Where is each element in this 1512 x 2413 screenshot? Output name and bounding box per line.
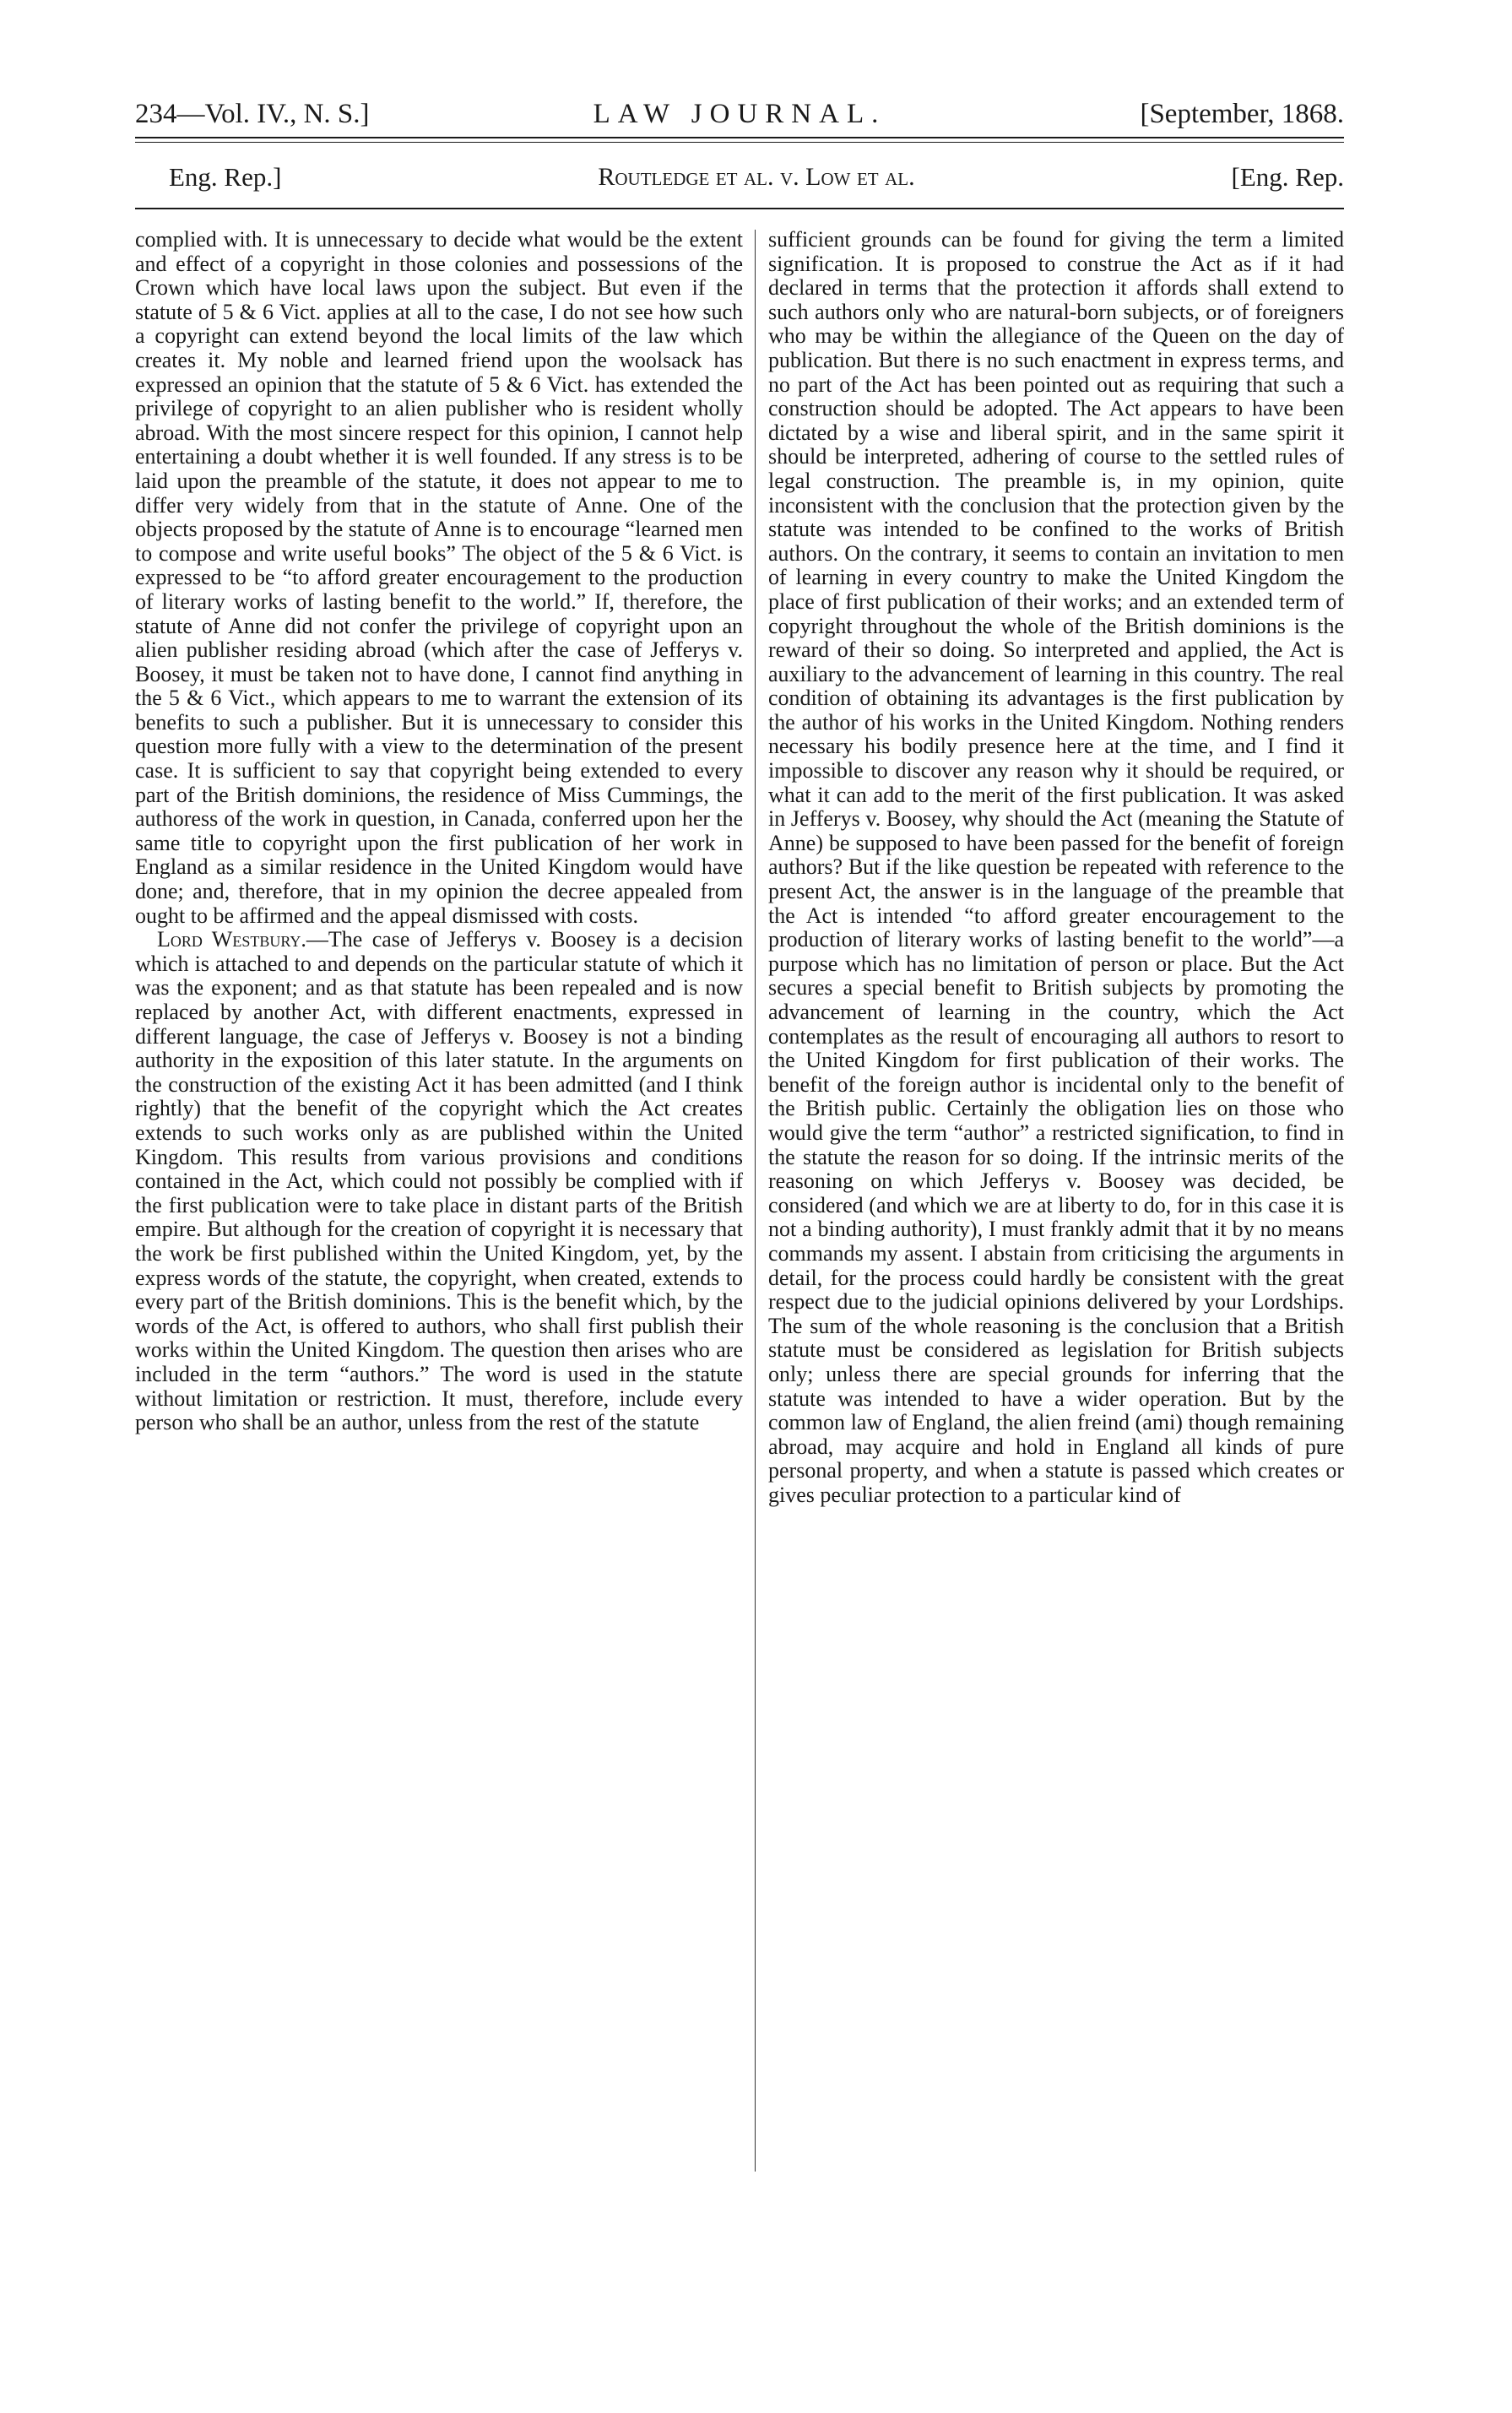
case-header [169, 159, 1344, 196]
report-section-left: Eng. Rep.] [169, 162, 282, 192]
report-section-right: [Eng. Rep. [1231, 162, 1344, 192]
header-rule-thick [135, 137, 1344, 138]
case-header-rule [135, 208, 1344, 209]
right-column [768, 228, 1344, 2195]
left-column [135, 228, 743, 2195]
left-paragraph-2-text: —The case of Jefferys v. Boosey is a decision which is attached to and depends on the particular statute of which it was the exponent; and as that statute has been repealed and is now replaced by another Act, with different enactments, expressed in different language, the case of Jefferys v. Boosey is not a binding authority in the exposition of this later statute. In the arguments on the construction of the existing Act it has been admitted (and I think rightly) that the benefit of the copyright which the Act creates extends to such works only as are published within the United Kingdom. This results from various provisions and conditions contained in the Act, which could not possibly be complied with if the first publication were to take place in distant parts of the British empire. But although for the creation of copyright it is necessary that the work be first published within the United Kingdom, yet, by the express words of the statute, the copyright, when created, extends to every part of the British dominions. This is the benefit which, by the words of the Act, is offered to authors, who shall first publish their works within the United Kingdom. The question then arises who are included in the term “authors.” The word is used in the statute without limitation or restriction. It must, therefore, include every person who shall be an author, unless from the rest of the statute [135, 927, 743, 1435]
running-head [135, 95, 1344, 133]
column-divider [755, 230, 756, 2172]
speaker-name: Lord Westbury. [157, 927, 306, 952]
case-title: Routledge et al. v. Low et al. [598, 163, 915, 191]
journal-title: LAW JOURNAL. [593, 99, 886, 129]
volume-page-number: 234—Vol. IV., N. S.] [135, 99, 370, 129]
left-paragraph-1: complied with. It is unnecessary to decide what would be the extent and effect of a copyright in those colonies and possessions of the Crown which have local laws upon the subject. But even if the statute of 5 & 6 Vict. applies at all to the case, I do not see how such a copyright can extend beyond the local limits of the law which creates it. My noble and learned friend upon the woolsack has expressed an opinion that the statute of 5 & 6 Vict. has extended the privilege of copyright to an alien publisher who is resident wholly abroad. With the most sincere respect for this opinion, I cannot help entertaining a doubt whether it is well founded. If any stress is to be laid upon the preamble of the statute, it does not appear to me to differ very widely from that in the statute of Anne. One of the objects proposed by the statute of Anne is to encourage “learned men to compose and write useful books” The object of the 5 & 6 Vict. is expressed to be “to afford greater encouragement to the production of literary works of lasting benefit to the world.” If, therefore, the statute of Anne did not confer the privilege of copyright upon an alien publisher residing abroad (which after the case of Jefferys v. Boosey, it must be taken not to have done, I cannot find anything in the 5 & 6 Vict., which appears to me to warrant the extension of its benefits to such a publisher. But it is unnecessary to consider this question more fully with a view to the determination of the present case. It is sufficient to say that copyright being extended to every part of the British dominions, the residence of Miss Cummings, the authoress of the work in question, in Canada, conferred upon her the same title to copyright upon the first publication of her work in England as a similar residence in the United Kingdom would have done; and, therefore, that in my opinion the decree appealed from ought to be affirmed and the appeal dismissed with costs. [135, 228, 743, 928]
issue-date: [September, 1868. [1140, 99, 1344, 129]
left-paragraph-2 [135, 928, 743, 1434]
right-paragraph-1: sufficient grounds can be found for giving the term a limited signification. It is proposed to construe the Act as if it had declared in terms that the protection it affords shall extend to such authors only who are natural-born subjects, or of foreigners who may be within the allegiance of the Queen on the day of publication. But there is no such enactment in express terms, and no part of the Act has been pointed out as requiring that such a construction should be adopted. The Act appears to have been dictated by a wise and liberal spirit, and in the same spirit it should be interpreted, adhering of course to the settled rules of legal construction. The preamble is, in my opinion, quite inconsistent with the conclusion that the protection given by the statute was intended to be confined to the works of British authors. On the contrary, it seems to contain an invitation to men of learning in every country to make the United Kingdom the place of first publication of their works; and an extended term of copyright throughout the whole of the British dominions is the reward of their so doing. So interpreted and applied, the Act is auxiliary to the advancement of learning in this country. The real condition of obtaining its advantages is the first publication by the author of his works in the United Kingdom. Nothing renders necessary his bodily presence here at the time, and I find it impossible to discover any reason why it should be required, or what it can add to the merit of the first publication. It was asked in Jefferys v. Boosey, why should the Act (meaning the Statute of Anne) be supposed to have been passed for the benefit of foreign authors? But if the like question be repeated with reference to the present Act, the answer is in the language of the preamble that the Act is intended “to afford greater encouragement to the production of literary works of lasting benefit to the world”—a purpose which has no limitation of person or place. But the Act secures a special benefit to British subjects by promoting the advancement of learning in the country, which the Act contemplates as the result of encouraging all authors to resort to the United Kingdom for first publication of their works. The benefit of the foreign author is incidental only to the benefit of the British public. Certainly the obligation lies on those who would give the term “author” a restricted signification, to find in the statute the reason for so doing. If the intrinsic merits of the reasoning on which Jefferys v. Boosey was decided, be considered (and which we are at liberty to do, for in this case it is not a binding authority), I must frankly admit that it by no means commands my assent. I abstain from criticising the arguments in detail, for the process could hardly be consistent with the great respect due to the judicial opinions delivered by your Lordships. The sum of the whole reasoning is the conclusion that a British statute must be considered as legislation for British subjects only; unless there are special grounds for inferring that the statute was intended to have a wider operation. But by the common law of England, the alien freind (ami) though remaining abroad, may acquire and hold in England all kinds of pure personal property, and when a statute is passed which creates or gives peculiar protection to a particular kind of [768, 228, 1344, 1507]
header-rule-thin [135, 142, 1344, 143]
